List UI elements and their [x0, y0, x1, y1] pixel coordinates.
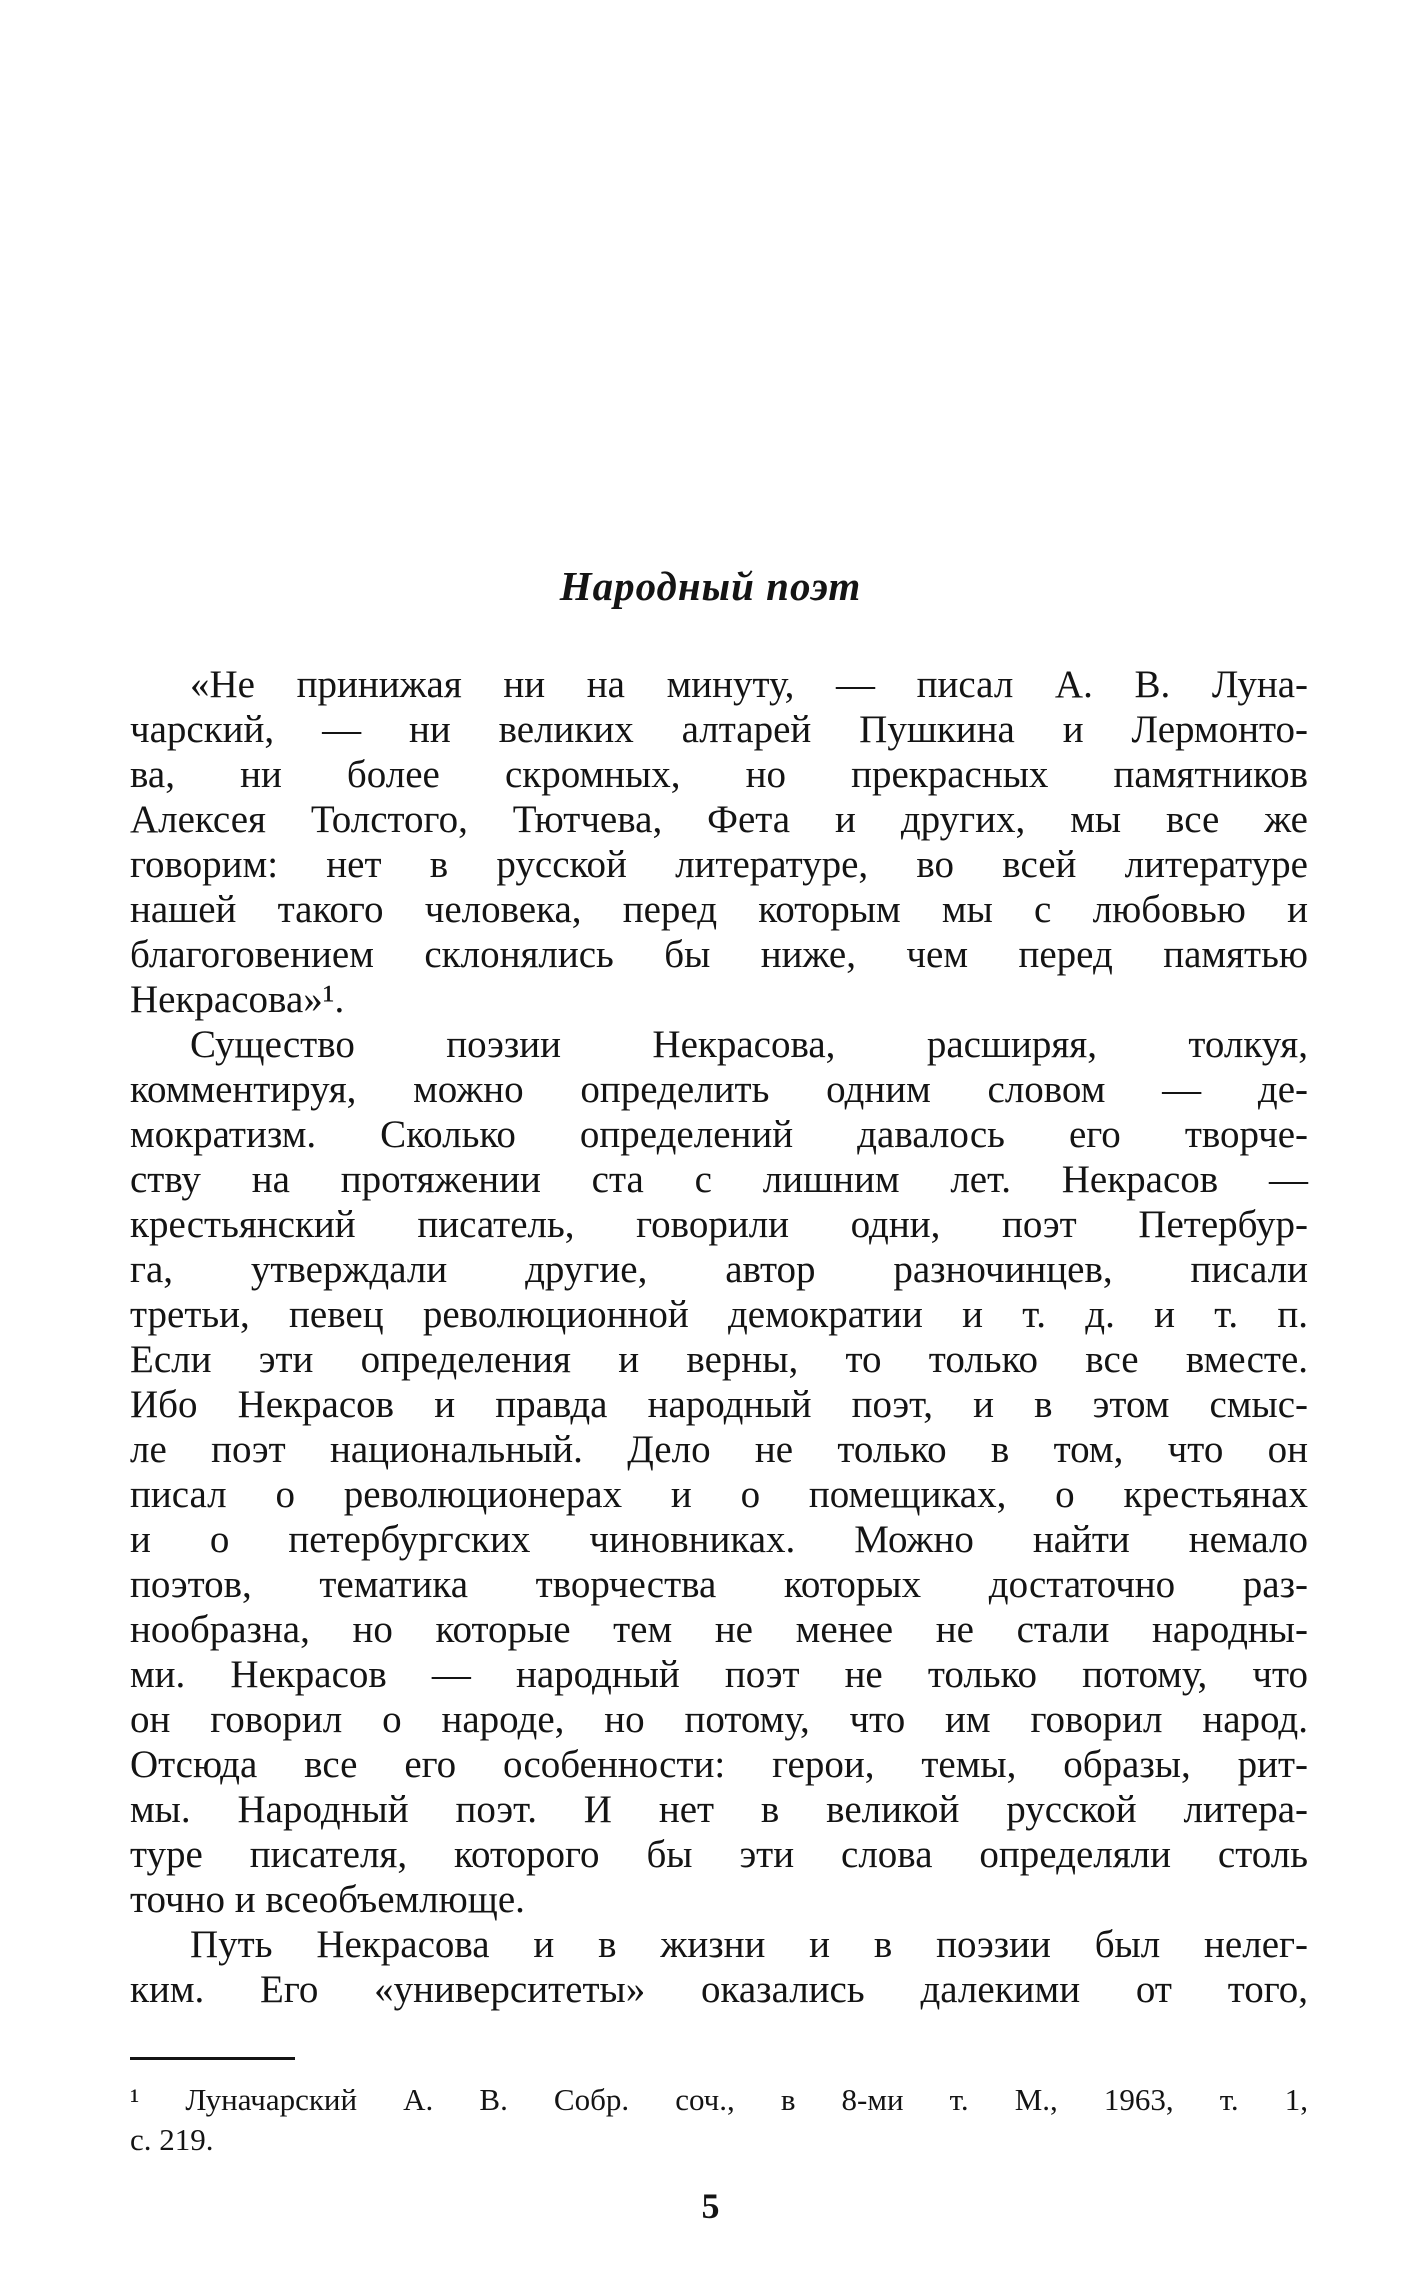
text-line: чарский, — ни великих алтарей Пушкина и Лермонто-: [130, 708, 1308, 751]
paragraph: [130, 1022, 1308, 1922]
chapter-title: Народный поэт: [559, 563, 862, 609]
text-line: точно и всеобъемлюще.: [130, 1878, 525, 1921]
footnote-line: с. 219.: [130, 2122, 214, 2157]
text-line: га, утверждали другие, автор разночинцев, писали: [130, 1248, 1308, 1291]
body-text: [130, 662, 1308, 2012]
footnote-line: ¹ Луначарский А. В. Собр. соч., в 8-ми т. М., 1963, т. 1,: [130, 2082, 1308, 2117]
text-line: нашей такого человека, перед которым мы с любовью и: [130, 888, 1308, 931]
text-line: нообразна, но которые тем не менее не стали народны-: [130, 1608, 1308, 1651]
text-line: Путь Некрасова и в жизни и в поэзии был нелег-: [190, 1923, 1308, 1966]
text-line: ва, ни более скромных, но прекрасных памятников: [130, 753, 1308, 796]
text-line: Если эти определения и верны, то только все вместе.: [130, 1338, 1308, 1381]
text-line: благоговением склонялись бы ниже, чем перед памятью: [130, 933, 1308, 976]
text-line: третьи, певец революционной демократии и т. д. и т. п.: [130, 1293, 1308, 1336]
text-line: мы. Народный поэт. И нет в великой русской литера-: [130, 1788, 1308, 1831]
text-line: Существо поэзии Некрасова, расширяя, толкуя,: [190, 1023, 1308, 1066]
page-number: 5: [701, 2186, 720, 2226]
text-line: и о петербургских чиновниках. Можно найти немало: [130, 1518, 1308, 1561]
footnote: [130, 2080, 1308, 2160]
text-line: мократизм. Сколько определений давалось его творче-: [130, 1113, 1308, 1156]
text-line: ле поэт национальный. Дело не только в том, что он: [130, 1428, 1308, 1471]
text-line: ким. Его «университеты» оказались далекими от того,: [130, 1968, 1308, 2011]
text-line: он говорил о народе, но потому, что им говорил народ.: [130, 1698, 1308, 1741]
text-line: крестьянский писатель, говорили одни, поэт Петербур-: [130, 1203, 1308, 1246]
footnote-divider: [130, 2057, 295, 2060]
text-line: говорим: нет в русской литературе, во всей литературе: [130, 843, 1308, 886]
text-line: ми. Некрасов — народный поэт не только потому, что: [130, 1653, 1308, 1696]
paragraph: [130, 662, 1308, 1022]
text-line: «Не принижая ни на минуту, — писал А. В. Луна-: [190, 663, 1308, 706]
paragraph: [130, 1922, 1308, 2012]
text-line: Отсюда все его особенности: герои, темы, образы, рит-: [130, 1743, 1308, 1786]
text-line: Ибо Некрасов и правда народный поэт, и в этом смыс-: [130, 1383, 1308, 1426]
text-line: комментируя, можно определить одним словом — де-: [130, 1068, 1308, 1111]
text-line: писал о революционерах и о помещиках, о крестьянах: [130, 1473, 1308, 1516]
text-line: туре писателя, которого бы эти слова определяли столь: [130, 1833, 1308, 1876]
text-line: ству на протяжении ста с лишним лет. Некрасов —: [130, 1158, 1308, 1201]
text-line: Некрасова»¹.: [130, 978, 345, 1021]
text-line: Алексея Толстого, Тютчева, Фета и других, мы все же: [130, 798, 1308, 841]
text-line: поэтов, тематика творчества которых достаточно раз-: [130, 1563, 1308, 1606]
